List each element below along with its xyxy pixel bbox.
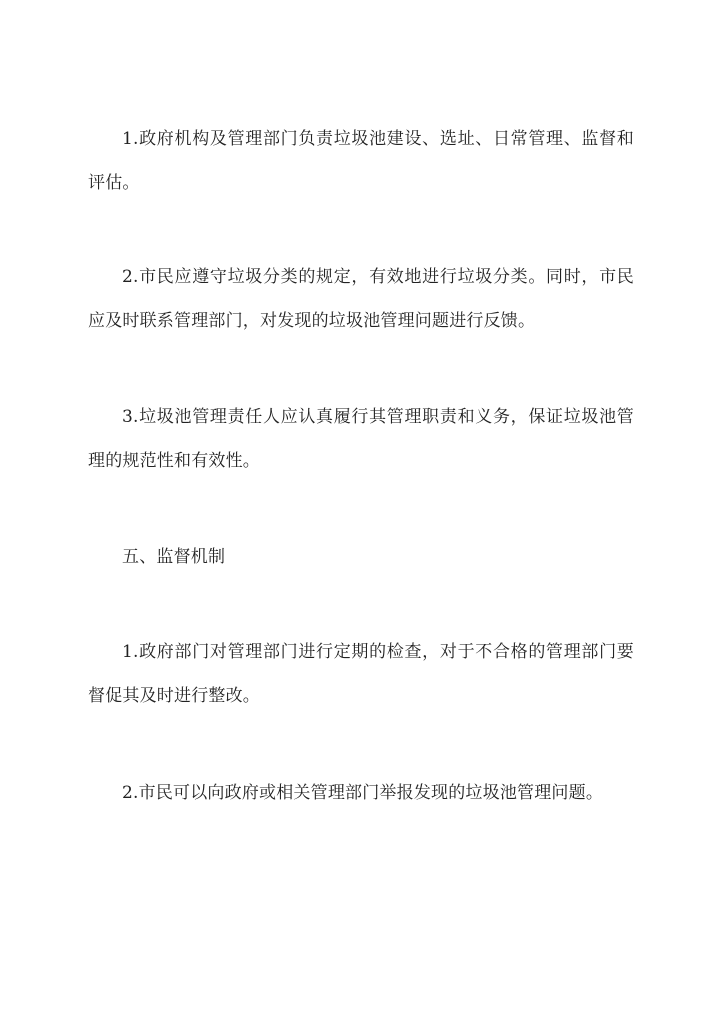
paragraph-1: 1.政府机构及管理部门负责垃圾池建设、选址、日常管理、监督和评估。 [88, 129, 634, 193]
paragraph-3: 3.垃圾池管理责任人应认真履行其管理职责和义务，保证垃圾池管理的规范性和有效性。 [88, 407, 634, 471]
section-heading: 五、监督机制 [122, 547, 226, 567]
section-paragraph-1: 1.政府部门对管理部门进行定期的检查，对于不合格的管理部门要督促其及时进行整改。 [88, 642, 634, 706]
section-paragraph-2: 2.市民可以向政府或相关管理部门举报发现的垃圾池管理问题。 [122, 783, 604, 803]
paragraph-2: 2.市民应遵守垃圾分类的规定，有效地进行垃圾分类。同时，市民应及时联系管理部门，对发现的垃圾池管理问题进行反馈。 [88, 267, 634, 331]
